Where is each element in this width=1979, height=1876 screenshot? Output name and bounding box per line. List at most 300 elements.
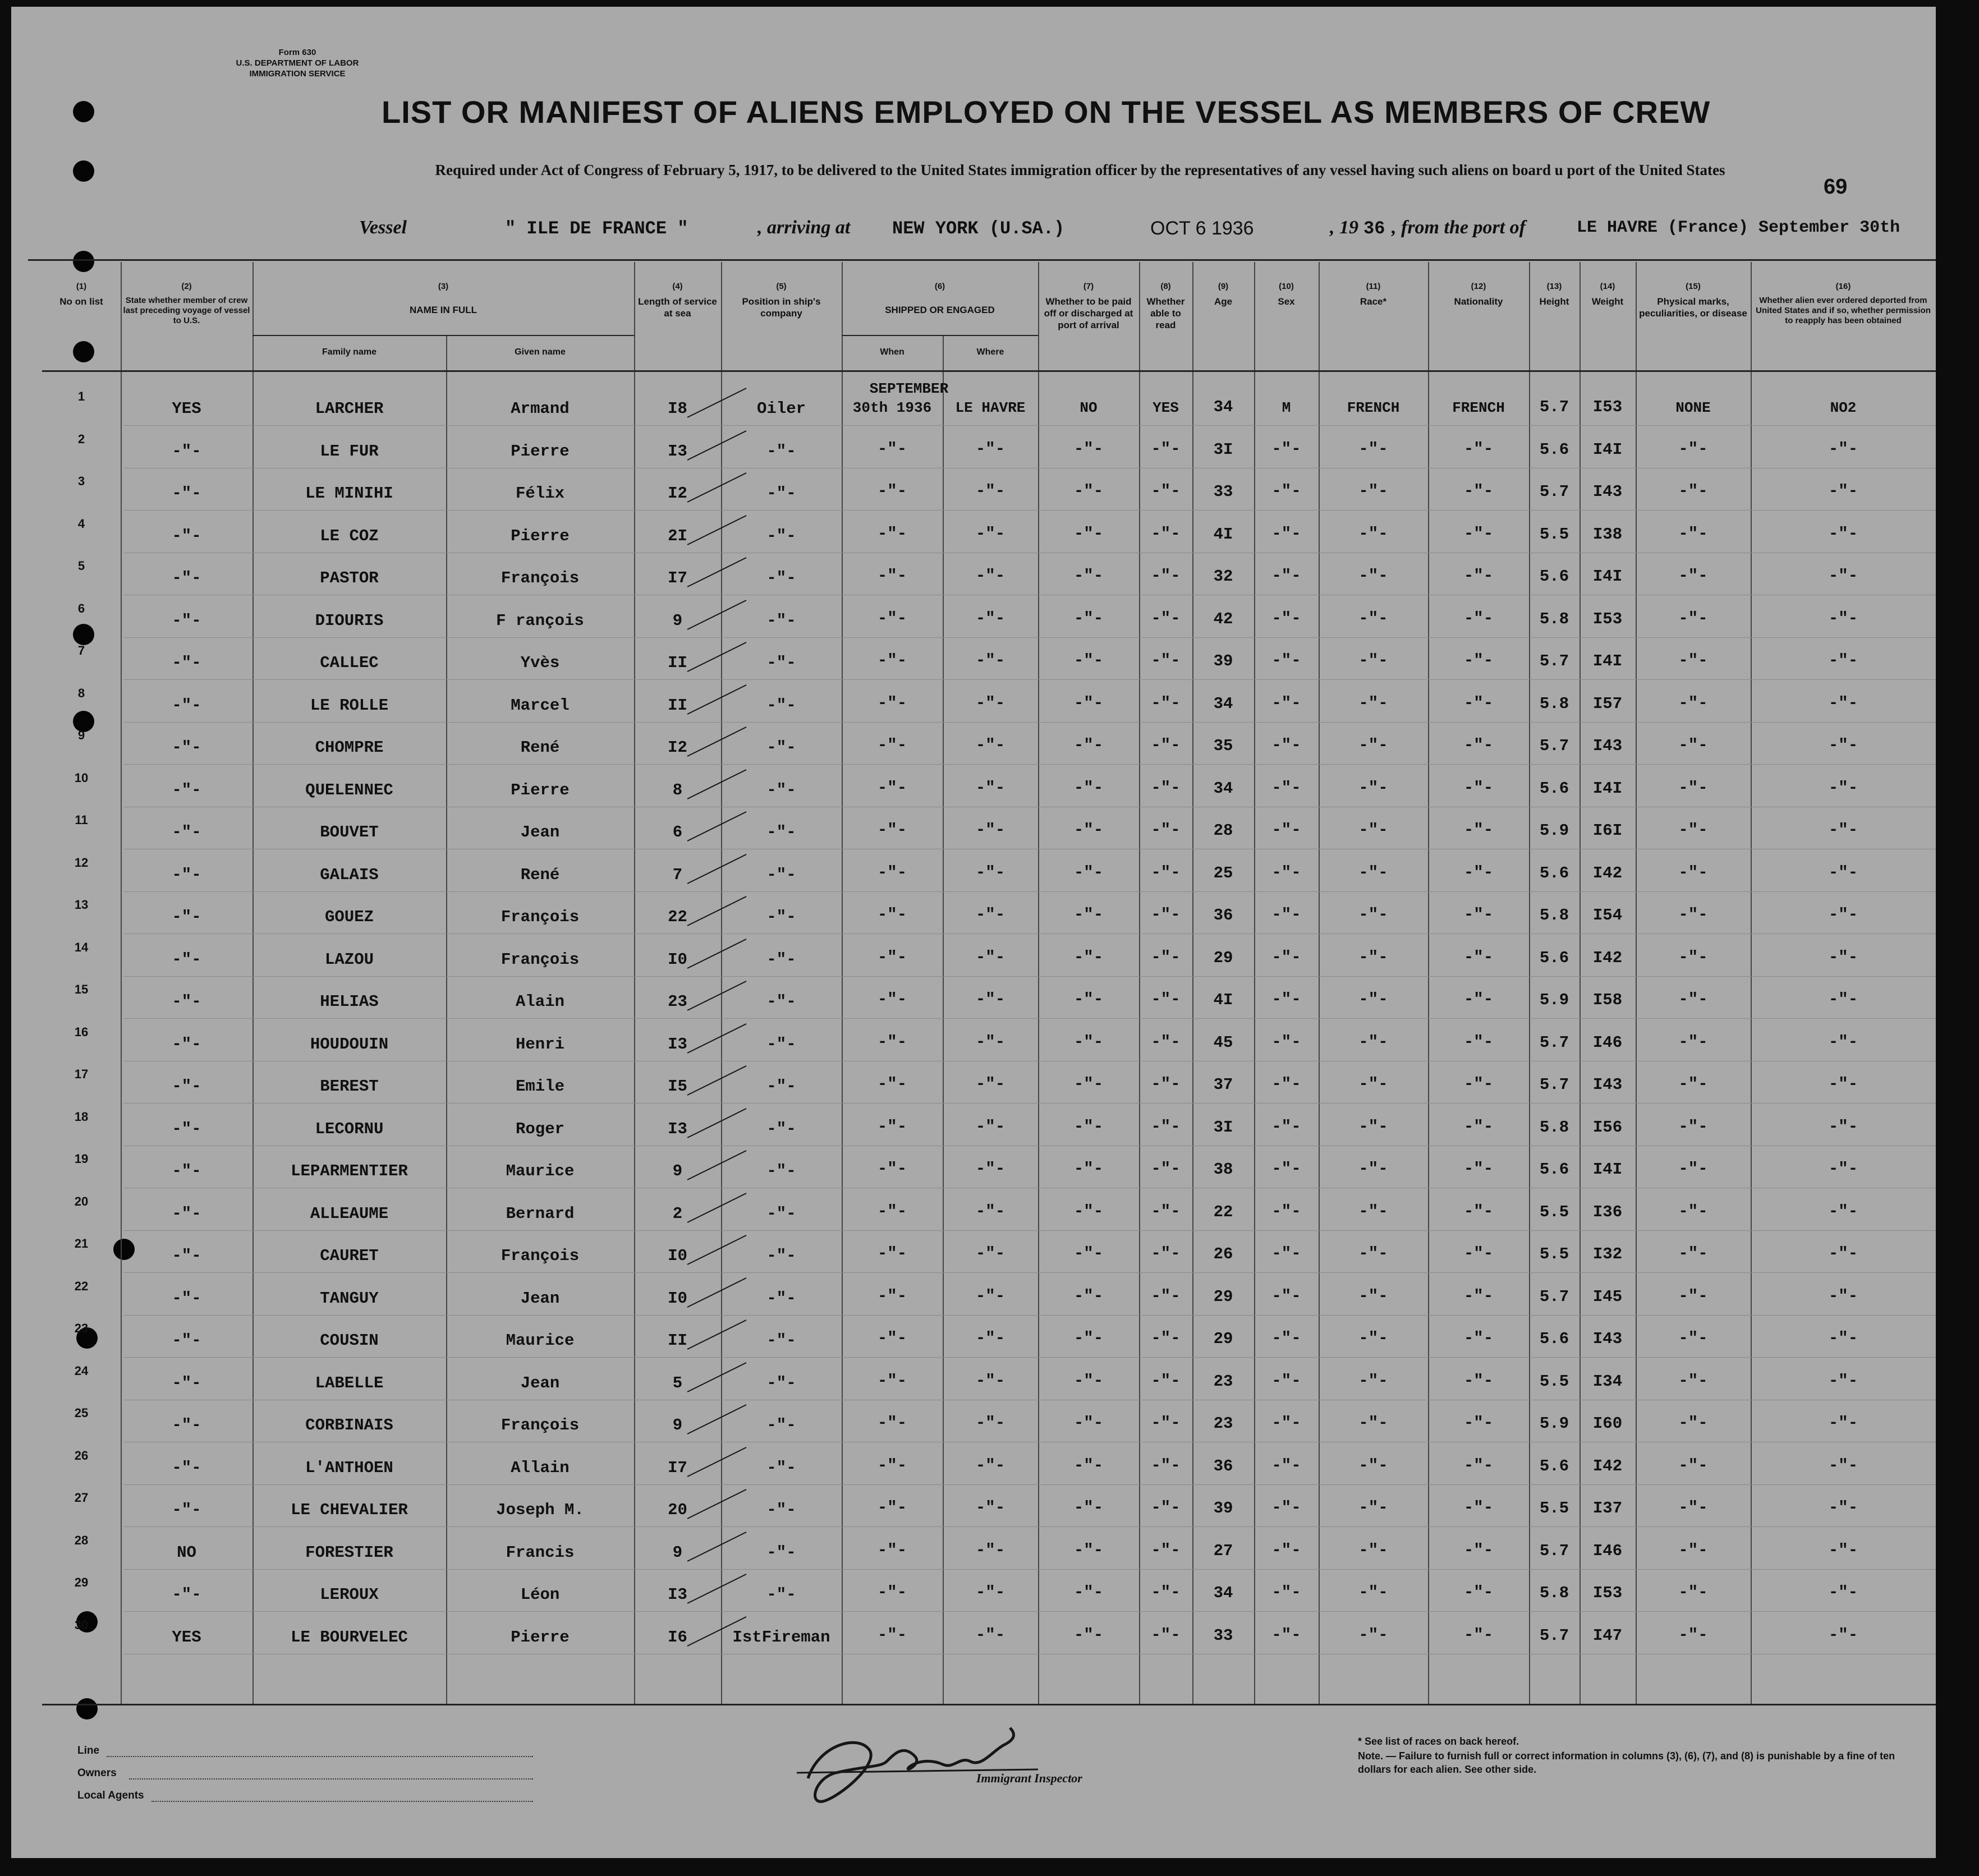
line-label: Line [77, 1745, 100, 1757]
ditto-mark: -"- [1828, 609, 1858, 628]
ditto-mark: -"- [1828, 567, 1858, 585]
previous-voyage-cell: -"- [172, 1458, 201, 1477]
row-rule [123, 891, 1936, 892]
ditto-mark: -"- [1358, 693, 1388, 712]
ditto-mark: -"- [1271, 1414, 1301, 1432]
ditto-mark: -"- [877, 524, 907, 543]
ditto-mark: -"- [1828, 524, 1858, 543]
ditto-mark: -"- [1271, 1498, 1301, 1517]
ditto-mark: -"- [1073, 736, 1104, 755]
ditto-mark: -"- [1073, 1117, 1104, 1136]
ditto-mark: -"- [1828, 990, 1858, 1009]
ditto-mark: -"- [1678, 651, 1708, 670]
column-divider [121, 262, 122, 1704]
document-subtitle: Required under Act of Congress of February 5, 1917, to be delivered to the United States immigration officer by the representatives of any vessel having such aliens on board u port of the United States [435, 162, 1725, 178]
given-name-cell: Francis [506, 1543, 575, 1562]
inspector-signature [774, 1711, 1066, 1812]
position-cell: -"- [766, 950, 796, 969]
ditto-mark: -"- [1678, 863, 1708, 882]
service-length-cell: 20 [668, 1501, 687, 1519]
ditto-mark: -"- [1151, 1286, 1181, 1305]
ditto-mark: -"- [1463, 778, 1494, 797]
family-name-cell: LE MINIHI [305, 484, 393, 503]
ditto-mark: -"- [1271, 1541, 1301, 1560]
ditto-mark: -"- [1271, 1583, 1301, 1602]
ditto-mark: -"- [1828, 1583, 1858, 1602]
ditto-mark: -"- [1828, 863, 1858, 882]
ditto-mark: -"- [1151, 1075, 1181, 1093]
given-name-cell: Pierre [511, 780, 570, 799]
weight-cell: I42 [1592, 1456, 1623, 1475]
column-subheader: Where [976, 347, 1004, 357]
service-length-cell: 9 [672, 1162, 683, 1180]
previous-voyage-cell: -"- [172, 1034, 201, 1054]
given-name-cell: François [501, 1416, 580, 1434]
family-name-cell: HOUDOUIN [310, 1034, 389, 1054]
nationality-cell: FRENCH [1452, 399, 1505, 416]
ditto-mark: -"- [1073, 1329, 1104, 1348]
ditto-mark: -"- [1828, 1160, 1858, 1178]
ditto-mark: -"- [1358, 1456, 1388, 1475]
column-header: Whether to be paid off or discharged at port of arrival [1044, 296, 1133, 330]
ditto-mark: -"- [1463, 821, 1494, 839]
ditto-mark: -"- [1678, 1456, 1708, 1475]
ditto-mark: -"- [1678, 905, 1708, 924]
ditto-mark: -"- [1151, 567, 1181, 585]
ditto-mark: -"- [1463, 1329, 1494, 1348]
ditto-mark: -"- [1073, 1456, 1104, 1475]
column-header: Age [1214, 296, 1233, 307]
ditto-mark: -"- [1358, 778, 1388, 797]
ditto-mark: -"- [1828, 1456, 1858, 1475]
row-rule [123, 1484, 1936, 1485]
check-tick [685, 552, 752, 591]
fine-note [1358, 1749, 1908, 1776]
family-name-cell: GALAIS [320, 865, 379, 884]
weight-cell: I43 [1592, 737, 1623, 755]
ditto-mark: -"- [1151, 1583, 1181, 1602]
ditto-mark: -"- [1358, 990, 1388, 1009]
column-subheader: Given name [515, 347, 566, 357]
ditto-mark: -"- [975, 693, 1005, 712]
column-number: (8) [1160, 282, 1171, 291]
family-name-cell: HELIAS [320, 992, 379, 1011]
ditto-mark: -"- [1358, 609, 1388, 628]
column-number: (14) [1600, 282, 1615, 291]
ditto-mark: -"- [1828, 1541, 1858, 1560]
age-cell: 34 [1213, 398, 1233, 416]
given-name-cell: Léon [520, 1585, 560, 1604]
height-cell: 5.6 [1539, 1160, 1569, 1179]
ditto-mark: -"- [1151, 1117, 1181, 1136]
position-cell: -"- [766, 442, 796, 461]
row-number: 19 [74, 1152, 89, 1166]
ditto-mark: -"- [975, 1244, 1005, 1263]
from-port: LE HAVRE (France) September 30th [1577, 218, 1900, 237]
ditto-mark: -"- [975, 863, 1005, 882]
previous-voyage-cell: -"- [172, 780, 201, 799]
ditto-mark: -"- [877, 1414, 907, 1432]
ditto-mark: -"- [1358, 651, 1388, 670]
previous-voyage-cell: -"- [172, 1289, 201, 1308]
punch-hole [73, 341, 94, 362]
check-tick [685, 934, 752, 973]
position-cell: -"- [766, 1162, 796, 1180]
age-cell: 37 [1213, 1075, 1233, 1094]
ditto-mark: -"- [1151, 482, 1181, 500]
given-name-cell: Henri [515, 1034, 564, 1054]
service-length-cell: II [668, 696, 687, 715]
position-cell: -"- [766, 526, 796, 545]
age-cell: 27 [1213, 1541, 1233, 1560]
ditto-mark: -"- [1463, 948, 1494, 967]
ditto-mark: -"- [1358, 1117, 1388, 1136]
row-number: 16 [74, 1024, 89, 1039]
line-blank [107, 1756, 533, 1757]
height-cell: 5.9 [1539, 991, 1569, 1009]
ditto-mark: -"- [1073, 1286, 1104, 1305]
column-divider [1529, 262, 1530, 1704]
ditto-mark: -"- [975, 1498, 1005, 1517]
height-cell: 5.6 [1539, 1456, 1569, 1475]
ditto-mark: -"- [877, 482, 907, 500]
column-number: (2) [181, 282, 192, 291]
ditto-mark: -"- [1151, 524, 1181, 543]
ditto-mark: -"- [1678, 821, 1708, 839]
position-cell: -"- [766, 738, 796, 757]
ditto-mark: -"- [1678, 1414, 1708, 1432]
ditto-mark: -"- [975, 1160, 1005, 1178]
previous-voyage-cell: -"- [172, 654, 201, 672]
ditto-mark: -"- [1463, 990, 1494, 1009]
ditto-mark: -"- [1678, 990, 1708, 1009]
ditto-mark: -"- [1073, 821, 1104, 839]
column-header: Position in ship's company [742, 296, 821, 319]
given-name-cell: Alain [515, 992, 564, 1011]
row-number: 30 [74, 1617, 89, 1632]
age-cell: 45 [1213, 1033, 1233, 1052]
position-cell: IstFireman [732, 1627, 830, 1647]
ditto-mark: -"- [877, 905, 907, 924]
family-name-cell: LE BOURVELEC [291, 1627, 408, 1647]
note-text: — Failure to furnish full or correct information in columns (3), (6), (7), and (8) is punishable by a fine of ten dollars for each alien. See other side. [1358, 1750, 1895, 1775]
service-length-cell: 22 [668, 908, 687, 926]
ditto-mark: -"- [1828, 439, 1858, 458]
weight-cell: I4I [1592, 440, 1623, 459]
ditto-mark: -"- [1271, 524, 1301, 543]
arriving-label: , arriving at [757, 217, 851, 238]
ditto-mark: -"- [1463, 1286, 1494, 1305]
ditto-mark: -"- [1073, 609, 1104, 628]
ditto-mark: -"- [975, 990, 1005, 1009]
row-number: 20 [74, 1194, 89, 1208]
row-rule [123, 679, 1936, 680]
previous-voyage-cell: -"- [172, 1162, 201, 1180]
ditto-mark: -"- [975, 1414, 1005, 1432]
ditto-mark: -"- [1151, 1456, 1181, 1475]
previous-voyage-cell: -"- [172, 1501, 201, 1519]
weight-cell: I32 [1592, 1245, 1623, 1263]
ditto-mark: -"- [1151, 651, 1181, 670]
previous-voyage-cell: -"- [172, 1585, 201, 1604]
given-name-cell: Marcel [511, 696, 570, 715]
service-length-cell: II [668, 1331, 687, 1350]
height-cell: 5.7 [1539, 398, 1569, 416]
weight-cell: I45 [1592, 1287, 1623, 1306]
races-note: * See list of races on back hereof. [1358, 1736, 1519, 1747]
ditto-mark: -"- [1463, 1414, 1494, 1432]
service-length-cell: 8 [672, 780, 683, 799]
ditto-mark: -"- [1358, 1583, 1388, 1602]
previous-voyage-cell: -"- [172, 1077, 201, 1096]
age-cell: 3I [1213, 440, 1233, 459]
service-length-cell: 2I [668, 526, 687, 545]
position-cell: -"- [766, 1543, 796, 1562]
punch-hole [73, 160, 94, 182]
service-length-cell: 7 [672, 865, 683, 884]
column-divider [1636, 262, 1637, 1704]
ditto-mark: -"- [1358, 1498, 1388, 1517]
row-number: 13 [74, 898, 89, 912]
row-rule [123, 722, 1936, 723]
from-port-label: , from the port of [1392, 217, 1526, 238]
weight-cell: I4I [1592, 779, 1623, 798]
ditto-mark: -"- [1678, 1032, 1708, 1051]
given-name-cell: Félix [515, 484, 564, 503]
ditto-mark: -"- [1463, 1075, 1494, 1093]
service-length-cell: I5 [668, 1077, 687, 1096]
row-number: 9 [77, 728, 85, 742]
given-name-cell: Maurice [506, 1162, 575, 1180]
check-tick [685, 510, 752, 549]
ditto-mark: -"- [1151, 948, 1181, 967]
ditto-mark: -"- [877, 1160, 907, 1178]
ditto-mark: -"- [1151, 778, 1181, 797]
ditto-mark: -"- [1271, 1329, 1301, 1348]
ditto-mark: -"- [1463, 736, 1494, 755]
row-rule [123, 1611, 1936, 1612]
ditto-mark: -"- [1271, 693, 1301, 712]
row-number: 15 [74, 982, 89, 996]
weight-cell: I43 [1592, 1075, 1623, 1094]
ditto-mark: -"- [975, 948, 1005, 967]
column-divider [842, 262, 843, 1704]
ditto-mark: -"- [877, 821, 907, 839]
family-name-cell: ALLEAUME [310, 1204, 389, 1223]
family-name-cell: DIOURIS [315, 611, 384, 630]
ditto-mark: -"- [975, 1286, 1005, 1305]
previous-voyage-cell: -"- [172, 1204, 201, 1223]
age-cell: 22 [1213, 1202, 1233, 1221]
ditto-mark: -"- [1678, 1329, 1708, 1348]
date-stamp: OCT 6 1936 [1150, 218, 1254, 239]
column-divider [1428, 262, 1429, 1704]
ditto-mark: -"- [1678, 609, 1708, 628]
family-name-cell: GOUEZ [324, 908, 374, 926]
family-name-cell: CORBINAIS [305, 1416, 393, 1434]
position-cell: -"- [766, 611, 796, 630]
service-length-cell: 23 [668, 992, 687, 1011]
column-divider [252, 262, 254, 1704]
age-cell: 32 [1213, 567, 1233, 586]
year-label: , 19 [1330, 217, 1358, 238]
ditto-mark: -"- [1828, 1329, 1858, 1348]
service-length-cell: I7 [668, 569, 687, 587]
ditto-mark: -"- [1073, 567, 1104, 585]
family-name-cell: CAURET [320, 1247, 379, 1265]
column-number: (15) [1686, 282, 1701, 291]
arriving-port: NEW YORK (U.SA.) [892, 218, 1065, 239]
ditto-mark: -"- [1151, 1244, 1181, 1263]
ditto-mark: -"- [1358, 821, 1388, 839]
page-number: 69 [1824, 175, 1848, 199]
ditto-mark: -"- [877, 736, 907, 755]
previous-voyage-cell: -"- [172, 442, 201, 461]
family-name-cell: LEROUX [320, 1585, 379, 1604]
ditto-mark: -"- [877, 1244, 907, 1263]
ditto-mark: -"- [1271, 1371, 1301, 1390]
check-tick [685, 721, 752, 761]
position-cell: -"- [766, 992, 796, 1011]
check-tick [685, 1145, 752, 1184]
ditto-mark: -"- [1073, 1032, 1104, 1051]
service-length-cell: I0 [668, 1289, 687, 1308]
ditto-mark: -"- [1463, 482, 1494, 500]
service-length-cell: I3 [668, 1119, 687, 1138]
column-number: (16) [1835, 282, 1851, 291]
column-divider [1038, 262, 1039, 1704]
given-name-cell: Emile [515, 1077, 564, 1096]
height-cell: 5.8 [1539, 609, 1569, 628]
row-number: 2 [77, 431, 85, 446]
given-name-cell: Jean [520, 1373, 560, 1392]
ditto-mark: -"- [1073, 1244, 1104, 1263]
column-header: NAME IN FULL [410, 305, 477, 315]
row-number: 4 [77, 516, 85, 531]
row-number: 14 [74, 940, 89, 954]
ditto-mark: -"- [975, 1117, 1005, 1136]
height-cell: 5.7 [1539, 737, 1569, 755]
age-cell: 34 [1213, 694, 1233, 713]
weight-cell: I46 [1592, 1033, 1623, 1052]
given-name-cell: F rançois [496, 611, 584, 630]
height-cell: 5.7 [1539, 1541, 1569, 1560]
ditto-mark: -"- [1463, 651, 1494, 670]
ditto-mark: -"- [877, 1625, 907, 1644]
column-number: (13) [1546, 282, 1562, 291]
ditto-mark: -"- [1678, 567, 1708, 585]
ditto-mark: -"- [1828, 821, 1858, 839]
height-cell: 5.7 [1539, 482, 1569, 501]
position-cell: -"- [766, 1247, 796, 1265]
row-number: 8 [77, 686, 85, 700]
check-tick [685, 1018, 752, 1057]
ditto-mark: -"- [1073, 482, 1104, 500]
paid-off-cell: NO [1080, 399, 1098, 416]
check-tick [685, 1230, 752, 1269]
given-name-cell: Jean [520, 823, 560, 842]
ditto-mark: -"- [975, 439, 1005, 458]
ditto-mark: -"- [1463, 1625, 1494, 1644]
given-name-cell: Pierre [511, 526, 570, 545]
note-label: Note. [1358, 1750, 1383, 1762]
ditto-mark: -"- [1463, 1202, 1494, 1221]
column-number: (10) [1279, 282, 1294, 291]
ditto-mark: -"- [1463, 1371, 1494, 1390]
ditto-mark: -"- [1073, 651, 1104, 670]
column-number: (7) [1083, 282, 1094, 291]
family-name-cell: LABELLE [315, 1373, 384, 1392]
position-cell: -"- [766, 696, 796, 715]
ditto-mark: -"- [1678, 1202, 1708, 1221]
column-header: Physical marks, peculiarities, or disease [1639, 296, 1747, 319]
given-name-cell: René [520, 738, 560, 757]
ditto-mark: -"- [1151, 609, 1181, 628]
local-agents-label: Local Agents [77, 1790, 144, 1801]
ditto-mark: -"- [1463, 524, 1494, 543]
service-length-cell: 2 [672, 1204, 683, 1223]
check-tick [685, 976, 752, 1015]
service-name: IMMIGRATION SERVICE [249, 69, 346, 79]
name-subheader-rule [252, 335, 634, 336]
ditto-mark: -"- [1073, 905, 1104, 924]
ditto-mark: -"- [1271, 778, 1301, 797]
ditto-mark: -"- [1463, 905, 1494, 924]
weight-cell: I53 [1592, 1584, 1623, 1602]
ditto-mark: -"- [975, 1032, 1005, 1051]
column-header: Nationality [1454, 296, 1503, 307]
column-number: (6) [934, 282, 945, 291]
ditto-mark: -"- [1678, 948, 1708, 967]
weight-cell: I6I [1592, 821, 1623, 840]
ditto-mark: -"- [1271, 482, 1301, 500]
previous-voyage-cell: -"- [172, 865, 201, 884]
row-rule [123, 1569, 1936, 1570]
check-tick [685, 1484, 752, 1523]
ditto-mark: -"- [975, 778, 1005, 797]
row-rule [123, 764, 1936, 765]
family-name-cell: LE COZ [320, 526, 379, 545]
check-tick [685, 1103, 752, 1142]
height-cell: 5.7 [1539, 1033, 1569, 1052]
previous-voyage-cell: -"- [172, 526, 201, 545]
ditto-mark: -"- [975, 1625, 1005, 1644]
ditto-mark: -"- [975, 1329, 1005, 1348]
ditto-mark: -"- [1271, 863, 1301, 882]
family-name-cell: CALLEC [320, 654, 379, 672]
column-header: Height [1539, 296, 1569, 307]
family-name-cell: L'ANTHOEN [305, 1458, 393, 1477]
family-name-cell: LARCHER [315, 399, 384, 418]
ditto-mark: -"- [1358, 1244, 1388, 1263]
ditto-mark: -"- [1463, 439, 1494, 458]
ditto-mark: -"- [1271, 1117, 1301, 1136]
column-divider [1192, 262, 1193, 1704]
ditto-mark: -"- [1358, 1160, 1388, 1178]
ditto-mark: -"- [1463, 1160, 1494, 1178]
age-cell: 23 [1213, 1414, 1233, 1433]
row-rule [123, 510, 1936, 511]
previous-voyage-cell: -"- [172, 696, 201, 715]
weight-cell: I58 [1592, 991, 1623, 1009]
check-tick [685, 425, 752, 465]
age-cell: 35 [1213, 737, 1233, 755]
height-cell: 5.9 [1539, 1414, 1569, 1433]
age-cell: 23 [1213, 1372, 1233, 1391]
ditto-mark: -"- [877, 1329, 907, 1348]
ditto-mark: -"- [877, 1286, 907, 1305]
column-divider [1319, 262, 1320, 1704]
